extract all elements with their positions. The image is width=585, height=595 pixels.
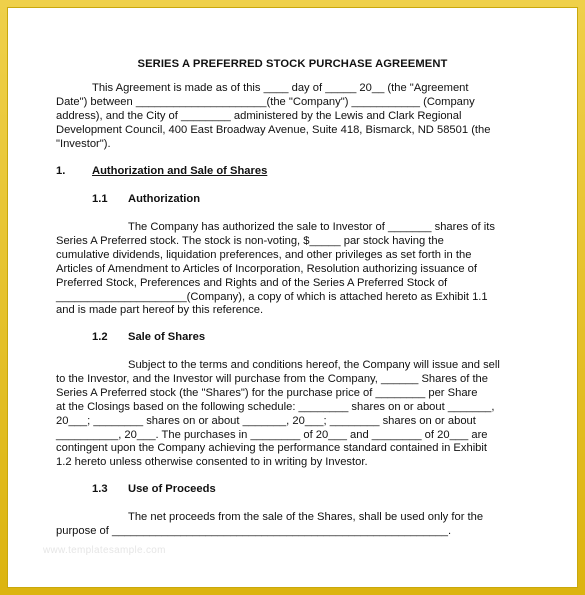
paragraph-line: The Company has authorized the sale to Investor of _______ shares of its	[128, 221, 495, 233]
subsection-title: Use of Proceeds	[128, 483, 216, 495]
subsection-number: 1.3	[92, 483, 108, 495]
section-number: 1.	[56, 165, 66, 177]
intro-paragraph	[56, 82, 528, 152]
subsection-1-2-heading	[92, 331, 205, 343]
paragraph-line: Subject to the terms and conditions hereof, the Company will issue and sell	[128, 359, 500, 371]
watermark: www.templatesample.com	[43, 545, 166, 556]
paragraph-line: 20___; ________ shares on or about _______, 20___; ________ shares on or about	[56, 414, 476, 427]
paragraph-line: 1.2 hereto unless otherwise consented to in writing by Investor.	[56, 456, 368, 469]
use-of-proceeds-paragraph	[56, 511, 528, 539]
document-page	[7, 7, 578, 588]
paragraph-line: Series A Preferred stock. The stock is non-voting, $_____ par stock having the	[56, 234, 444, 247]
section-1-heading	[56, 165, 267, 177]
subsection-number: 1.1	[92, 193, 108, 205]
subsection-title: Authorization	[128, 193, 201, 205]
paragraph-line: _____________________(Company), a copy of which is attached hereto as Exhibit 1.1	[56, 290, 488, 303]
subsection-title: Sale of Shares	[128, 331, 206, 343]
paragraph-line: cumulative dividends, liquidation preferences, and other privileges as set forth in the	[56, 248, 472, 261]
document-title: SERIES A PREFERRED STOCK PURCHASE AGREEMENT	[137, 58, 448, 70]
intro-line: This Agreement is made as of this ____ day of _____ 20__ (the "Agreement	[92, 82, 469, 94]
paragraph-line: Articles of Amendment to Articles of Incorporation, Resolution authorizing issuance of	[56, 262, 477, 275]
paragraph-line: contingent upon the Company achieving the performance standard contained in Exhibit	[56, 442, 487, 455]
paragraph-line: The net proceeds from the sale of the Shares, shall be used only for the	[128, 511, 484, 523]
paragraph-line: to the Investor, and the Investor will purchase from the Company, ______ Shares of the	[56, 372, 489, 385]
subsection-1-3-heading	[92, 483, 216, 495]
authorization-paragraph	[56, 221, 528, 318]
paragraph-line: __________, 20___. The purchases in ________ of 20___ and ________ of 20___ are	[56, 428, 488, 441]
intro-line: Date") between _____________________(the "Company") ___________ (Company	[56, 95, 475, 108]
paragraph-line: Preferred Stock, Preferences and Rights and of the Series A Preferred Stock of	[56, 276, 448, 289]
subsection-number: 1.2	[92, 331, 108, 343]
sale-of-shares-paragraph	[56, 359, 528, 470]
intro-line: "Investor").	[56, 137, 111, 150]
intro-line: Development Council, 400 East Broadway Avenue, Suite 418, Bismarck, ND 58501 (the	[56, 123, 491, 136]
paragraph-line: and is made part hereof by this reference.	[56, 304, 264, 317]
subsection-1-1-heading	[92, 193, 200, 205]
paragraph-line: at the Closings based on the following schedule: ________ shares on or about _______,	[56, 400, 495, 413]
intro-line: address), and the City of ________ administered by the Lewis and Clark Regional	[56, 109, 462, 122]
paragraph-line: Series A Preferred stock (the "Shares") for the purchase price of ________ per Share	[56, 386, 478, 399]
section-title: Authorization and Sale of Shares	[92, 165, 268, 177]
paragraph-line: purpose of ______________________________________________________.	[56, 524, 452, 537]
